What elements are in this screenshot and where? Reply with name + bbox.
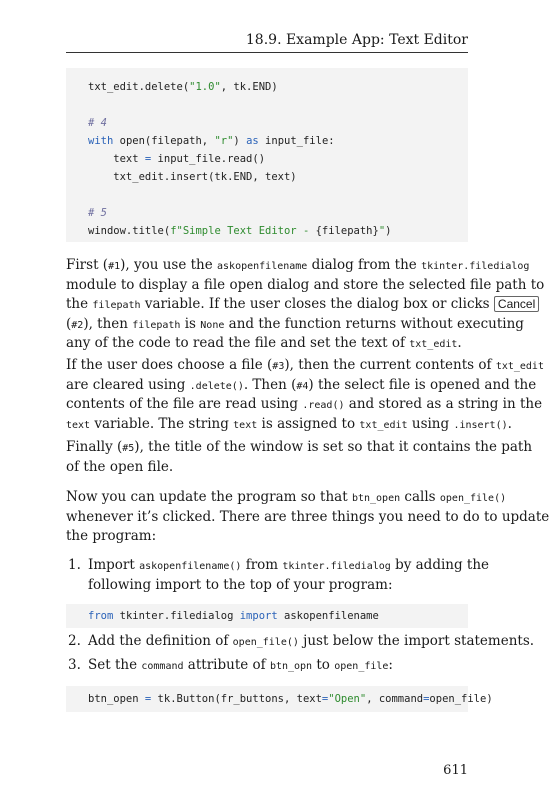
text-line: Add the definition of open_file() just below the import statements. — [88, 633, 535, 649]
text-line: First (#1), you use the askopenfilename dialog from the tkinter.filedialog — [66, 257, 530, 273]
code-line: window.title(f"Simple Text Editor - {filepath}") — [88, 225, 392, 237]
text-line: any of the code to read the file and set the text of txt_edit. — [66, 335, 462, 351]
text-line: Set the command attribute of btn_opn to open_file: — [88, 657, 393, 673]
code-line: text = input_file.read() — [88, 153, 266, 165]
list-item-3 — [68, 656, 468, 676]
text-line: Now you can update the program so that btn_open calls open_file() — [66, 489, 507, 505]
text-line: are cleared using .delete(). Then (#4) the select file is opened and the — [66, 376, 537, 393]
text-line: contents of the file are read using .read() and stored as a string in the — [66, 396, 543, 412]
code-comment: # 4 — [88, 117, 107, 129]
code-block-2 — [66, 604, 468, 628]
list-number: 2. — [68, 633, 81, 649]
paragraph-2 — [66, 356, 544, 434]
text-line: whenever it’s clicked. There are three things you need to do to update — [66, 508, 549, 525]
code-blank-line — [88, 186, 468, 204]
running-header — [66, 30, 468, 53]
code-line: txt_edit.delete("1.0", tk.END) — [88, 81, 278, 93]
code-block-1 — [66, 68, 468, 242]
paragraph-4 — [66, 488, 549, 547]
text-line: Finally (#5), the title of the window is set so that it contains the path — [66, 439, 533, 455]
text-line: If the user does choose a file (#3), then the current contents of txt_edit — [66, 357, 544, 373]
list-number: 3. — [68, 657, 81, 673]
text-line: (#2), then filepath is None and the function returns without executing — [66, 315, 524, 332]
paragraph-3 — [66, 438, 533, 477]
code-comment: # 5 — [88, 207, 107, 219]
running-title: 18.9. Example App: Text Editor — [245, 32, 468, 48]
cancel-button-label: Cancel — [494, 296, 539, 312]
text-line: the filepath variable. If the user closes the dialog box or clicks Cancel — [66, 295, 468, 315]
code-line: with open(filepath, "r") as input_file: — [88, 135, 335, 147]
code-blank-line — [88, 96, 468, 114]
text-line: of the open file. — [66, 458, 174, 475]
code-block-3 — [66, 686, 493, 712]
code-line: from tkinter.filedialog import askopenfilename — [88, 610, 379, 622]
text-line: the program: — [66, 528, 157, 544]
code-line: btn_open = tk.Button(fr_buttons, text="Open", command=open_file) — [88, 693, 493, 705]
text-line: module to display a file open dialog and store the selected file path to — [66, 276, 545, 293]
page-number: 611 — [443, 763, 468, 778]
list-item-2 — [68, 632, 535, 652]
list-item-1 — [68, 556, 490, 595]
code-line: txt_edit.insert(tk.END, text) — [88, 171, 297, 183]
list-number: 1. — [68, 557, 81, 573]
text-line: text variable. The string text is assigned to txt_edit using .insert(). — [66, 415, 512, 432]
text-line: following import to the top of your program: — [88, 576, 393, 593]
text-line: Import askopenfilename() from tkinter.filedialog by adding the — [88, 557, 490, 573]
paragraph-1 — [66, 256, 545, 354]
